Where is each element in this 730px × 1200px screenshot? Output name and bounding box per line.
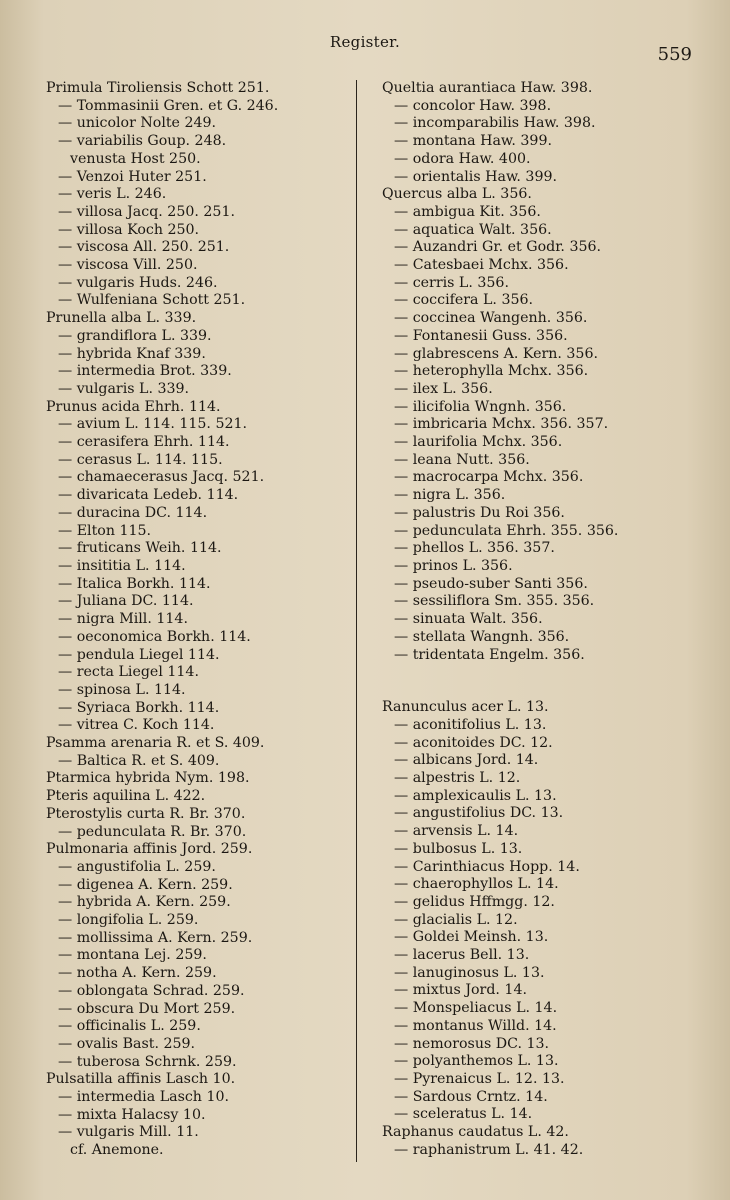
index-entry-species: — notha A. Kern. 259.	[58, 965, 217, 982]
index-entry-species: — Venzoi Huter 251.	[58, 168, 207, 185]
index-entry-species: — vulgaris Huds. 246.	[58, 274, 218, 291]
index-entry-species: — cerasifera Ehrh. 114.	[58, 434, 230, 451]
index-entry-genus: Prunus acida Ehrh. 114.	[46, 398, 221, 415]
index-entry-species: — chamaecerasus Jacq. 521.	[58, 469, 265, 486]
index-entry-genus: Queltia aurantiaca Haw. 398.	[382, 80, 593, 96]
index-entry-species: — unicolor Nolte 249.	[58, 115, 217, 132]
index-entry-genus: Pterostylis curta R. Br. 370.	[46, 805, 246, 822]
index-entry-species: — glabrescens A. Kern. 356.	[394, 345, 598, 362]
index-entry-species: — Fontanesii Guss. 356.	[394, 327, 568, 344]
index-entry-species: — amplexicaulis L. 13.	[394, 787, 557, 804]
index-entry-species: — mollissima A. Kern. 259.	[58, 929, 253, 946]
index-entry-species: — cerris L. 356.	[394, 274, 509, 291]
index-entry-species: — oblongata Schrad. 259.	[58, 982, 245, 999]
index-entry-genus: Pteris aquilina L. 422.	[46, 788, 206, 805]
index-entry-species: — montana Haw. 399.	[394, 133, 552, 150]
index-entry-species: — veris L. 246.	[58, 186, 167, 203]
index-entry-species: — Pyrenaicus L. 12. 13.	[394, 1070, 565, 1087]
index-entry-species: — Catesbaei Mchx. 356.	[394, 257, 569, 274]
index-entry-species: — villosa Jacq. 250. 251.	[58, 203, 235, 220]
index-entry-species: — angustifolius DC. 13.	[394, 805, 564, 822]
index-entry-genus: Raphanus caudatus L. 42.	[382, 1124, 569, 1141]
index-entry-species: — Tommasinii Gren. et G. 246.	[58, 97, 279, 114]
index-entry-species: — laurifolia Mchx. 356.	[394, 434, 563, 451]
index-entry-species: — lacerus Bell. 13.	[394, 947, 530, 964]
index-entry-species: — ilicifolia Wngnh. 356.	[394, 398, 567, 415]
index-entry-species: — glacialis L. 12.	[394, 911, 518, 928]
index-entry-species: — longifolia L. 259.	[58, 912, 199, 929]
index-entry-species: — lanuginosus L. 13.	[394, 964, 545, 981]
index-entry-species: — Goldei Meinsh. 13.	[394, 929, 549, 946]
index-entry-species: — Auzandri Gr. et Godr. 356.	[394, 239, 602, 256]
index-entry-species: — nemorosus DC. 13.	[394, 1035, 550, 1052]
index-entry-species: — insititia L. 114.	[58, 557, 186, 574]
index-entry-species: — vulgaris L. 339.	[58, 380, 190, 397]
index-entry-species: — leana Nutt. 356.	[394, 451, 530, 468]
index-entry-species: — sinuata Walt. 356.	[394, 611, 543, 628]
index-entry-species: — aconitifolius L. 13.	[394, 716, 547, 733]
index-entry-species: — heterophylla Mchx. 356.	[394, 363, 589, 380]
index-entry-species: — mixta Halacsy 10.	[58, 1106, 206, 1123]
index-entry-species: — variabilis Goup. 248.	[58, 133, 227, 150]
index-entry-species: — viscosa All. 250. 251.	[58, 239, 230, 256]
index-column-right	[382, 80, 682, 1159]
index-entry-species: — pedunculata R. Br. 370.	[58, 823, 247, 840]
index-entry-species: — orientalis Haw. 399.	[394, 168, 558, 185]
index-entry-species: — cerasus L. 114. 115.	[58, 451, 223, 468]
index-entry-species: — Carinthiacus Hopp. 14.	[394, 858, 580, 875]
index-entry-species: — stellata Wangnh. 356.	[394, 628, 570, 645]
index-entry-species: — sceleratus L. 14.	[394, 1106, 533, 1123]
index-entry-species: — imbricaria Mchx. 356. 357.	[394, 416, 609, 433]
index-entry-species: — macrocarpa Mchx. 356.	[394, 469, 584, 486]
index-entry-species: — coccifera L. 356.	[394, 292, 534, 309]
index-entry-species: — divaricata Ledeb. 114.	[58, 487, 239, 504]
index-entry-species: — phellos L. 356. 357.	[394, 540, 555, 557]
index-entry-species: — oeconomica Borkh. 114.	[58, 628, 251, 645]
index-entry-species: — viscosa Vill. 250.	[58, 257, 198, 274]
index-entry-species: — odora Haw. 400.	[394, 150, 531, 167]
index-entry-species: — digenea A. Kern. 259.	[58, 876, 233, 893]
index-entry-species: — duracina DC. 114.	[58, 504, 208, 521]
index-entry-species: — hybrida Knaf 339.	[58, 345, 206, 362]
index-entry-species: — recta Liegel 114.	[58, 664, 199, 681]
index-entry-species: — Baltica R. et S. 409.	[58, 752, 220, 769]
index-entry-species: — mixtus Jord. 14.	[394, 982, 527, 999]
page-number: 559	[657, 44, 692, 65]
index-entry-species: — Sardous Crntz. 14.	[394, 1088, 548, 1105]
index-entry-genus: Psamma arenaria R. et S. 409.	[46, 735, 265, 752]
index-entry-species: — prinos L. 356.	[394, 557, 513, 574]
index-entry-species: — aconitoides DC. 12.	[394, 734, 553, 751]
index-entry-species: venusta Host 250.	[70, 150, 201, 167]
index-entry-species: — tridentata Engelm. 356.	[394, 646, 585, 663]
index-entry-genus: Primula Tiroliensis Schott 251.	[46, 80, 270, 96]
index-entry-species: — montana Lej. 259.	[58, 947, 207, 964]
index-entry-species: — montanus Willd. 14.	[394, 1017, 557, 1034]
index-entry-species: — albicans Jord. 14.	[394, 752, 539, 769]
index-entry-species: — pseudo-suber Santi 356.	[394, 575, 588, 592]
index-entry-species: — incomparabilis Haw. 398.	[394, 115, 596, 132]
index-entry-species: — nigra Mill. 114.	[58, 611, 188, 628]
index-entry-species: — intermedia Lasch 10.	[58, 1089, 230, 1106]
index-entry-genus: Pulmonaria affinis Jord. 259.	[46, 841, 253, 858]
index-entry-species: — gelidus Hffmgg. 12.	[394, 893, 555, 910]
index-entry-genus: Ptarmica hybrida Nym. 198.	[46, 770, 250, 787]
index-entry-species: — Wulfeniana Schott 251.	[58, 292, 246, 309]
index-entry-species: — polyanthemos L. 13.	[394, 1053, 559, 1070]
index-entry-species: cf. Anemone.	[70, 1142, 164, 1159]
index-entry-species: — hybrida A. Kern. 259.	[58, 894, 231, 911]
index-entry-species: — ilex L. 356.	[394, 380, 493, 397]
index-entry-species: — avium L. 114. 115. 521.	[58, 416, 248, 433]
index-entry-species: — obscura Du Mort 259.	[58, 1000, 236, 1017]
index-entry-genus: Ranunculus acer L. 13.	[382, 699, 549, 716]
index-entry-species: — fruticans Weih. 114.	[58, 540, 222, 557]
index-entry-species: — Elton 115.	[58, 522, 152, 539]
index-entry-species: — officinalis L. 259.	[58, 1018, 201, 1035]
index-entry-species: — aquatica Walt. 356.	[394, 221, 552, 238]
section-gap	[382, 664, 682, 699]
index-entry-species: — Italica Borkh. 114.	[58, 575, 211, 592]
index-entry-species: — Juliana DC. 114.	[58, 593, 194, 610]
index-entry-species: — vitrea C. Koch 114.	[58, 717, 215, 734]
index-entry-species: — pendula Liegel 114.	[58, 646, 220, 663]
index-entry-genus: Prunella alba L. 339.	[46, 310, 197, 327]
index-entry-species: — raphanistrum L. 41. 42.	[394, 1141, 584, 1158]
index-entry-species: — grandiflora L. 339.	[58, 327, 212, 344]
index-entry-species: — concolor Haw. 398.	[394, 97, 552, 114]
index-entry-species: — coccinea Wangenh. 356.	[394, 310, 588, 327]
index-entry-species: — intermedia Brot. 339.	[58, 363, 232, 380]
index-entry-species: — Monspeliacus L. 14.	[394, 1000, 558, 1017]
index-entry-genus: Pulsatilla affinis Lasch 10.	[46, 1071, 236, 1088]
index-entry-species: — ambigua Kit. 356.	[394, 203, 541, 220]
index-column-left	[46, 80, 351, 1160]
index-entry-species: — spinosa L. 114.	[58, 681, 186, 698]
index-entry-species: — sessiliflora Sm. 355. 356.	[394, 593, 595, 610]
index-entry-species: — palustris Du Roi 356.	[394, 504, 565, 521]
index-entry-species: — alpestris L. 12.	[394, 770, 521, 787]
index-entry-species: — chaerophyllos L. 14.	[394, 876, 559, 893]
index-entry-species: — Syriaca Borkh. 114.	[58, 699, 220, 716]
page-header-title: Register.	[329, 33, 401, 51]
index-entry-species: — nigra L. 356.	[394, 487, 506, 504]
column-divider	[356, 80, 357, 1162]
index-entry-species: — tuberosa Schrnk. 259.	[58, 1053, 237, 1070]
index-entry-species: — pedunculata Ehrh. 355. 356.	[394, 522, 619, 539]
index-entry-species: — arvensis L. 14.	[394, 823, 519, 840]
index-entry-species: — vulgaris Mill. 11.	[58, 1124, 199, 1141]
index-entry-species: — angustifolia L. 259.	[58, 858, 216, 875]
index-entry-species: — villosa Koch 250.	[58, 221, 200, 238]
index-entry-species: — bulbosus L. 13.	[394, 840, 523, 857]
index-entry-genus: Quercus alba L. 356.	[382, 186, 532, 203]
index-entry-species: — ovalis Bast. 259.	[58, 1035, 196, 1052]
